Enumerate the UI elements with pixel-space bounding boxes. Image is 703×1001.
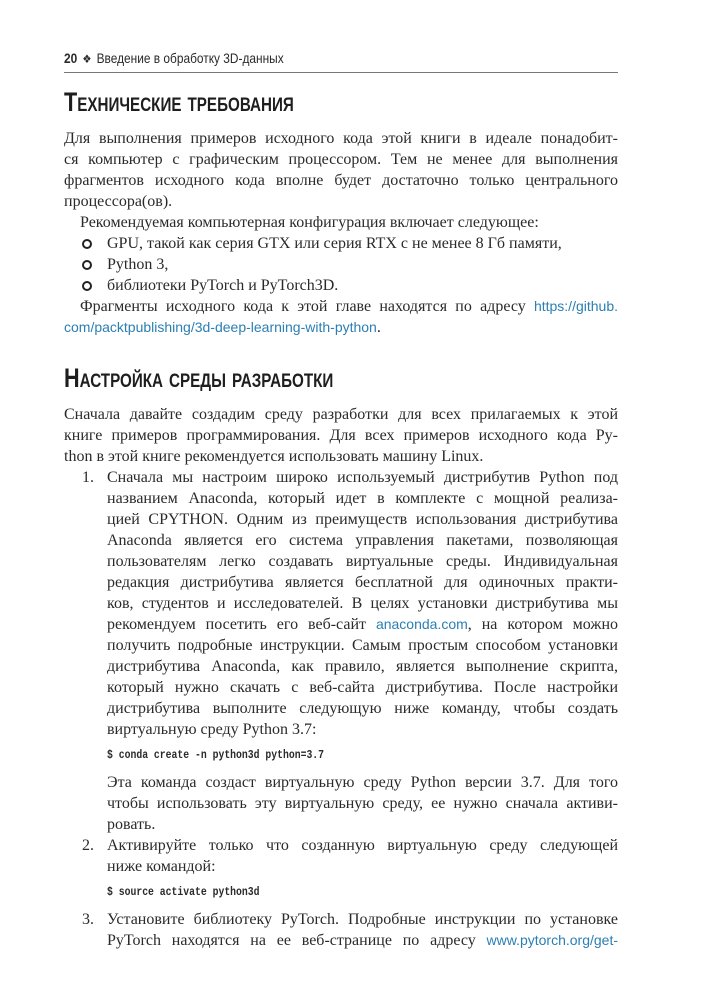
list-line: который нужно скачать с веб-сайта дистрибутива. После настройки	[107, 679, 618, 696]
list-line	[107, 614, 618, 635]
list-line: Активируйте только что созданную виртуальную среду следующей	[107, 837, 618, 854]
list-item-2	[64, 835, 618, 900]
bullet-item: GPU, такой как серия GTX или серия RTX с не менее 8 Гб памяти,	[107, 235, 562, 252]
section-heading-requirements: Технические требования	[64, 87, 294, 117]
text: Фрагменты исходного кода к этой главе находятся по адресу	[80, 298, 534, 315]
paragraph-line: ся компьютер с графическим процессором. Тем не менее для выполнения	[64, 151, 618, 168]
list-line: Эта команда создаст виртуальную среду Python версии 3.7. Для того	[107, 774, 618, 791]
bullet-item: Python 3,	[107, 256, 169, 273]
anaconda-link[interactable]: anaconda.com	[375, 616, 468, 632]
list-line: чтобы использовать эту виртуальную среду, ее нужно сначала активи-	[107, 795, 618, 812]
paragraph-line: книге примеров программирования. Для всех примеров исходного кода Py-	[64, 427, 618, 444]
paragraph-line: фрагментов исходного кода вполне будет достаточно только центрального	[64, 172, 618, 189]
paragraph-line: Рекомендуемая компьютерная конфигурация включает следующее:	[80, 214, 539, 231]
list-line: Anaconda является его система управления пакетами, позволяющая	[107, 532, 618, 549]
list-line: получить подробные инструкции. Самым простым способом установки	[107, 637, 618, 654]
paragraph-line: процессора(ов).	[64, 193, 173, 210]
list-line: дистрибутива Anaconda, как правило, является выполнение скрипта,	[107, 658, 618, 675]
list-line: ков, студентов и исследователей. В целях установки дистрибутива мы	[107, 595, 618, 612]
list-line: ниже командой:	[107, 858, 216, 875]
pytorch-link[interactable]: www.pytorch.org/get-	[486, 932, 618, 948]
text: PyTorch находятся на ее веб-странице по адресу	[107, 932, 487, 949]
bullet-circle-icon	[82, 260, 92, 270]
text: рекомендуем посетить его веб-сайт	[107, 616, 376, 633]
list-item-1	[64, 467, 618, 835]
list-line: Установите библиотеку PyTorch. Подробные инструкции по установке	[107, 911, 618, 928]
code-source-activate: $ source activate python3d	[107, 886, 260, 899]
bullet-circle-icon	[82, 281, 92, 291]
text: .	[376, 319, 381, 336]
paragraph-line	[64, 317, 618, 338]
header-rule	[64, 72, 618, 73]
list-line: редакция дистрибутива является бесплатной для одиночных практи-	[107, 574, 618, 591]
list-item-3	[64, 909, 618, 951]
list-line: дистрибутива выполните следующую ниже команду, чтобы создать	[107, 700, 618, 717]
paragraph-line: Для выполнения примеров исходного кода этой книги в идеале понадобит-	[64, 130, 618, 147]
text: , на котором можно	[467, 616, 619, 633]
list-marker: 3.	[82, 911, 94, 928]
list-line: пользователям легко создавать виртуальные среды. Индивидуальная	[107, 553, 618, 570]
list-line: названием Anaconda, который идет в комплекте с мощной реализа-	[107, 490, 618, 507]
paragraph-line	[80, 296, 618, 317]
paragraph-line: thon в этой книге рекомендуется использовать машину Linux.	[64, 448, 484, 465]
bullet-item: библиотеки PyTorch и PyTorch3D.	[107, 277, 339, 294]
list-line	[107, 930, 618, 951]
paragraph-line: Сначала давайте создадим среду разработки для всех прилагаемых к этой	[64, 406, 618, 423]
list-marker: 1.	[82, 469, 94, 486]
section-heading-setup: Настройка среды разработки	[64, 363, 334, 393]
list-line: цией CPYTHON. Одним из преимуществ использования дистрибутива	[107, 511, 618, 528]
page-number: 20	[64, 50, 78, 66]
ornament-icon: ❖	[82, 52, 92, 66]
bullet-row	[64, 275, 618, 296]
bullet-circle-icon	[82, 239, 92, 249]
list-marker: 2.	[82, 837, 94, 854]
list-line: Сначала мы настроим широко используемый дистрибутив Python под	[107, 469, 618, 486]
github-link[interactable]: https://github.	[533, 298, 618, 314]
running-header	[64, 50, 284, 66]
chapter-title: Введение в обработку 3D-данных	[96, 50, 284, 66]
code-conda-create: $ conda create -n python3d python=3.7	[107, 749, 325, 762]
page-body	[64, 84, 618, 951]
bullet-row	[64, 254, 618, 275]
github-link-continued[interactable]: com/packtpublishing/3d-deep-learning-with-python	[64, 319, 377, 335]
bullet-row	[64, 233, 618, 254]
list-line: ровать.	[107, 816, 156, 833]
list-line: виртуальную среду Python 3.7:	[107, 721, 317, 738]
